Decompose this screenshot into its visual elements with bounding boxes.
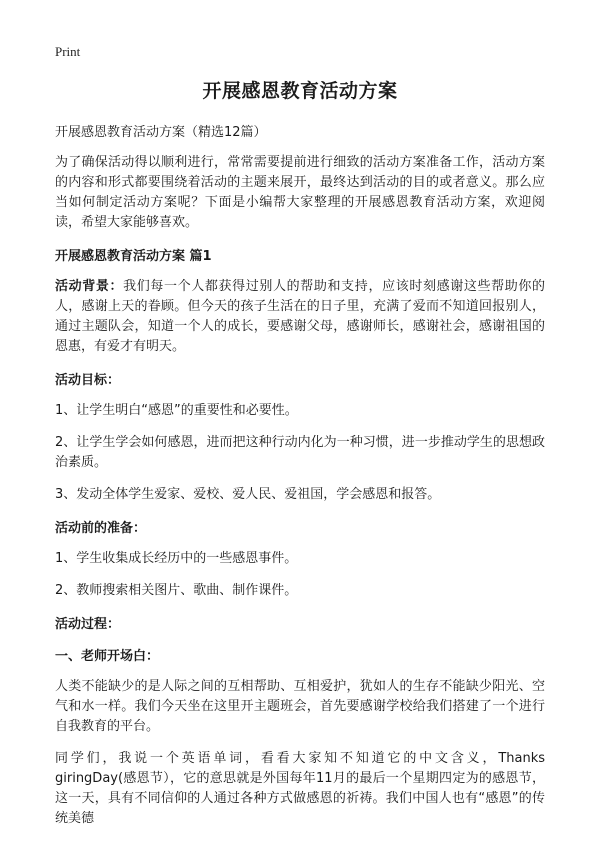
goal-item: 3、发动全体学生爱家、爱校、爱人民、爱祖国，学会感恩和报答。: [55, 487, 441, 502]
background-text: 我们每一个人都获得过别人的帮助和支持，应该时刻感谢这些帮助你的人，感谢上天的眷顾。但今天的孩子生活在的日子里，充满了爱而不知道回报别人，通过主题队会，知道一个人的成长，要感谢父母，感谢师长，感谢社会，感谢祖国的恩惠，有爱才有明天。: [55, 279, 545, 354]
background-paragraph: [55, 277, 545, 357]
document-body: [55, 76, 545, 841]
document-subtitle: 开展感恩教育活动方案（精选12篇）: [55, 125, 267, 140]
background-label: 活动背景：: [55, 279, 124, 294]
process-heading: 活动过程：: [55, 617, 121, 632]
process-paragraph: 人类不能缺少的是人际之间的互相帮助、互相爱护，犹如人的生存不能缺少阳光、空气和水一样。我们今天坐在这里开主题班会，首先要感谢学校给我们搭建了一个进行自我教育的平台。: [55, 679, 545, 734]
process-subheading: 一、老师开场白：: [55, 649, 160, 664]
page-title: 开展感恩教育活动方案: [202, 80, 398, 102]
preparation-item: 2、教师搜索相关图片、歌曲、制作课件。: [55, 583, 298, 598]
goal-item: 1、让学生明白“感恩”的重要性和必要性。: [55, 403, 298, 418]
section-title: 开展感恩教育活动方案 篇1: [55, 249, 212, 264]
goals-heading: 活动目标：: [55, 373, 121, 388]
preparation-item: 1、学生收集成长经历中的一些感恩事件。: [55, 551, 298, 566]
print-link[interactable]: Print: [55, 44, 81, 59]
intro-paragraph: 为了确保活动得以顺利进行，常常需要提前进行细致的活动方案准备工作，活动方案的内容和形式都要围绕着活动的主题来展开，最终达到活动的目的或者意义。那么应当如何制定活动方案呢？下面是小编帮大家整理的开展感恩教育活动方案，欢迎阅读，希望大家能够喜欢。: [55, 155, 545, 230]
goal-item: 2、让学生学会如何感恩，进而把这种行动内化为一种习惯，进一步推动学生的思想政治素质。: [55, 435, 545, 470]
process-paragraph: 同学们，我说一个英语单词，看看大家知不知道它的中文含义，Thanks giringDay(感恩节），它的意思就是外国每年11月的最后一个星期四定为的感恩节，这一天，具有不同信仰的人通过各种方式做感恩的祈祷。我们中国人也有“感恩”的传统美德: [55, 751, 545, 826]
preparation-heading: 活动前的准备：: [55, 521, 147, 536]
